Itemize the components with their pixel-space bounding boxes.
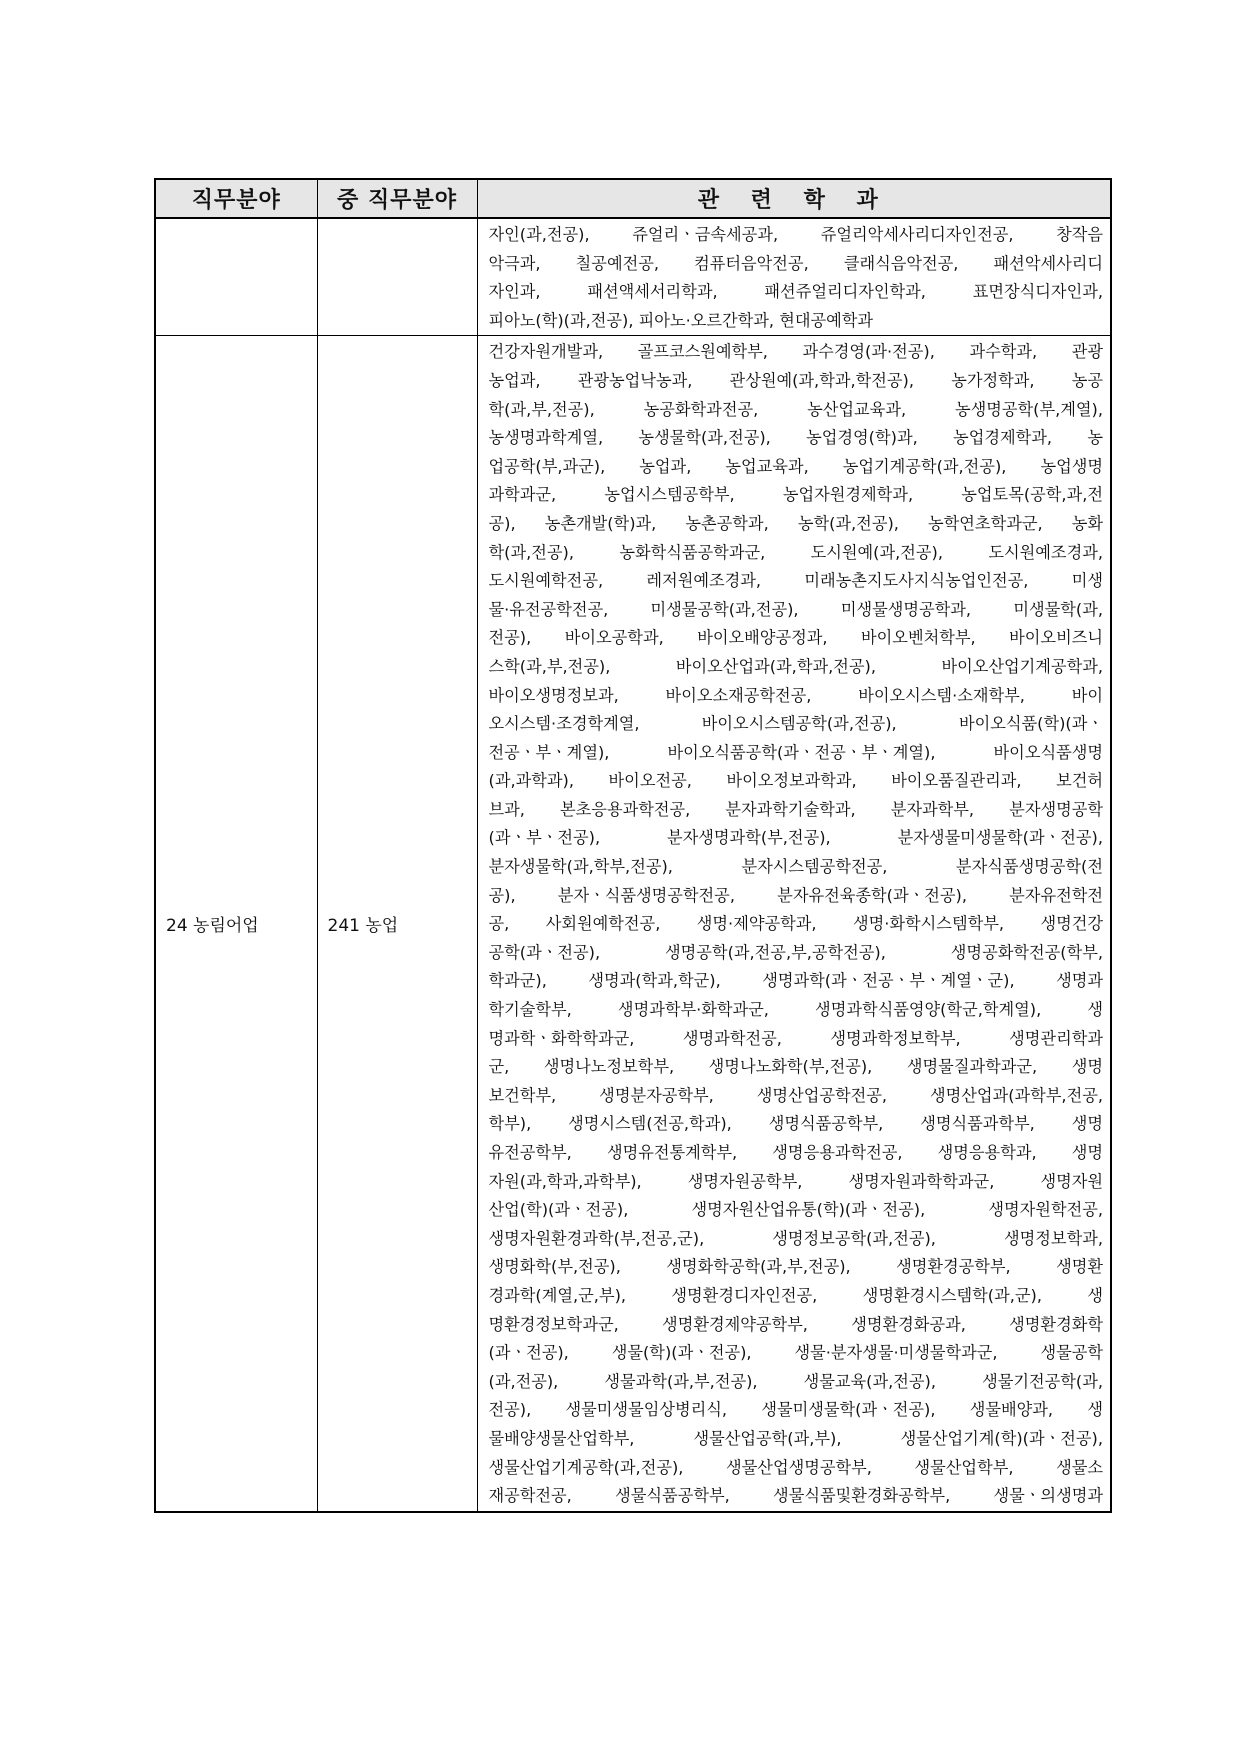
department-line: 공), 농촌개발(학)과, 농촌공학과, 농학(과,전공), 농학연초학과군, 농화 bbox=[488, 513, 1103, 533]
department-line: 보건학부, 생명분자공학부, 생명산업공학전공, 생명산업과(과학부,전공, bbox=[488, 1085, 1103, 1105]
sub-field-cell: 241 농업 bbox=[317, 336, 477, 1512]
table-row bbox=[155, 336, 1111, 1512]
department-line: 학(과,전공), 농화학식품공학과군, 도시원예(과,전공), 도시원예조경과, bbox=[488, 542, 1103, 562]
department-line: 공, 사회원예학전공, 생명·제약공학과, 생명·화학시스템학부, 생명건강 bbox=[488, 914, 1103, 934]
header-sub-field: 중 직무분야 bbox=[317, 179, 477, 218]
header-field: 직무분야 bbox=[155, 179, 317, 218]
department-line: 악극과, 칠공예전공, 컴퓨터음악전공, 클래식음악전공, 패션악세사리디 bbox=[488, 253, 1103, 273]
department-line: 건강자원개발과, 골프코스원예학부, 과수경영(과·전공), 과수학과, 관광 bbox=[488, 342, 1103, 362]
department-line: 학부), 생명시스템(전공,학과), 생명식품공학부, 생명식품과학부, 생명 bbox=[488, 1114, 1103, 1134]
department-line: 농생명과학계열, 농생물학(과,전공), 농업경영(학)과, 농업경제학과, 농 bbox=[488, 428, 1103, 448]
department-line: (과ㆍ전공), 생물(학)(과ㆍ전공), 생물·분자생물·미생물학과군, 생물공학 bbox=[488, 1343, 1103, 1363]
department-line: 농업과, 관광농업낙농과, 관상원예(과,학과,학전공), 농가정학과, 농공 bbox=[488, 370, 1103, 390]
department-line: (과,전공), 생물과학(과,부,전공), 생물교육(과,전공), 생물기전공학(과, bbox=[488, 1371, 1103, 1391]
department-line: 생물산업기계공학(과,전공), 생물산업생명공학부, 생물산업학부, 생물소 bbox=[488, 1457, 1103, 1477]
department-line: 과학과군, 농업시스템공학부, 농업자원경제학과, 농업토목(공학,과,전 bbox=[488, 485, 1103, 505]
department-line: 도시원예학전공, 레저원예조경과, 미래농촌지도사지식농업인전공, 미생 bbox=[488, 571, 1103, 591]
department-line: 생명화학(부,전공), 생명화학공학(과,부,전공), 생명환경공학부, 생명환 bbox=[488, 1257, 1103, 1277]
department-line: 자원(과,학과,과학부), 생명자원공학부, 생명자원과학학과군, 생명자원 bbox=[488, 1171, 1103, 1191]
department-line: 업공학(부,과군), 농업과, 농업교육과, 농업기계공학(과,전공), 농업생명 bbox=[488, 456, 1103, 476]
departments-cell bbox=[477, 336, 1111, 1512]
department-line: 물배양생물산업학부, 생물산업공학(과,부), 생물산업기계(학)(과ㆍ전공), bbox=[488, 1428, 1103, 1448]
department-line: (과,과학과), 바이오전공, 바이오정보과학과, 바이오품질관리과, 보건허 bbox=[488, 771, 1103, 791]
department-line: 명환경정보학과군, 생명환경제약공학부, 생명환경화공과, 생명환경화학 bbox=[488, 1314, 1103, 1334]
department-line: 유전공학부, 생명유전통계학부, 생명응용과학전공, 생명응용학과, 생명 bbox=[488, 1143, 1103, 1162]
department-line: 오시스템·조경학계열, 바이오시스템공학(과,전공), 바이오식품(학)(과ㆍ bbox=[488, 714, 1103, 734]
table-header-row bbox=[155, 179, 1111, 218]
department-line: 명과학ㆍ화학학과군, 생명과학전공, 생명과학정보학부, 생명관리학과 bbox=[488, 1028, 1103, 1048]
department-line: 생명자원환경과학(부,전공,군), 생명정보공학(과,전공), 생명정보학과, bbox=[488, 1228, 1103, 1248]
department-line: 공), 분자ㆍ식품생명공학전공, 분자유전육종학(과ㆍ전공), 분자유전학전 bbox=[488, 885, 1103, 905]
department-line: 군, 생명나노정보학부, 생명나노화학(부,전공), 생명물질과학과군, 생명 bbox=[488, 1057, 1103, 1077]
department-line: 브과, 본초응용과학전공, 분자과학기술학과, 분자과학부, 분자생명공학 bbox=[488, 799, 1103, 819]
department-line: 물·유전공학전공, 미생물공학(과,전공), 미생물생명공학과, 미생물학(과, bbox=[488, 599, 1103, 619]
department-line: 산업(학)(과ㆍ전공), 생명자원산업유통(학)(과ㆍ전공), 생명자원학전공, bbox=[488, 1200, 1103, 1220]
department-line: 자인과, 패션액세서리학과, 패션쥬얼리디자인학과, 표면장식디자인과, bbox=[488, 282, 1103, 302]
table-row bbox=[155, 218, 1111, 336]
department-table bbox=[154, 178, 1112, 1513]
department-line: 공학(과ㆍ전공), 생명공학(과,전공,부,공학전공), 생명공화학전공(학부, bbox=[488, 942, 1103, 962]
field-cell bbox=[155, 218, 317, 336]
department-line: 학과군), 생명과(학과,학군), 생명과학(과ㆍ전공ㆍ부ㆍ계열ㆍ군), 생명과 bbox=[488, 971, 1103, 991]
department-line: (과ㆍ부ㆍ전공), 분자생명과학(부,전공), 분자생물미생물학(과ㆍ전공), bbox=[488, 828, 1103, 848]
field-cell: 24 농림어업 bbox=[155, 336, 317, 1512]
table-body bbox=[155, 218, 1111, 1512]
department-line: 피아노(학)(과,전공), 피아노·오르간학과, 현대공예학과 bbox=[488, 310, 874, 330]
department-line: 전공), 바이오공학과, 바이오배양공정과, 바이오벤처학부, 바이오비즈니 bbox=[488, 628, 1103, 648]
department-line: 전공ㆍ부ㆍ계열), 바이오식품공학(과ㆍ전공ㆍ부ㆍ계열), 바이오식품생명 bbox=[488, 742, 1103, 762]
department-line: 학기술학부, 생명과학부·화학과군, 생명과학식품영양(학군,학계열), 생 bbox=[488, 1000, 1103, 1020]
sub-field-cell bbox=[317, 218, 477, 336]
department-line: 분자생물학(과,학부,전공), 분자시스템공학전공, 분자식품생명공학(전 bbox=[488, 857, 1103, 877]
department-line: 전공), 생물미생물임상병리식, 생물미생물학(과ㆍ전공), 생물배양과, 생 bbox=[488, 1400, 1103, 1420]
department-line: 재공학전공, 생물식품공학부, 생물식품및환경화공학부, 생물ㆍ의생명과 bbox=[488, 1486, 1103, 1506]
departments-cell bbox=[477, 218, 1111, 336]
department-line: 스학(과,부,전공), 바이오산업과(과,학과,전공), 바이오산업기계공학과, bbox=[488, 656, 1103, 676]
department-line: 바이오생명정보과, 바이오소재공학전공, 바이오시스템·소재학부, 바이 bbox=[488, 685, 1103, 705]
department-line: 경과학(계열,군,부), 생명환경디자인전공, 생명환경시스템학(과,군), 생 bbox=[488, 1285, 1103, 1305]
department-line: 자인(과,전공), 쥬얼리ㆍ금속세공과, 쥬얼리악세사리디자인전공, 창작음 bbox=[488, 225, 1103, 244]
header-departments: 관 련 학 과 bbox=[477, 179, 1111, 218]
department-line: 학(과,부,전공), 농공화학과전공, 농산업교육과, 농생명공학(부,계열), bbox=[488, 399, 1103, 419]
